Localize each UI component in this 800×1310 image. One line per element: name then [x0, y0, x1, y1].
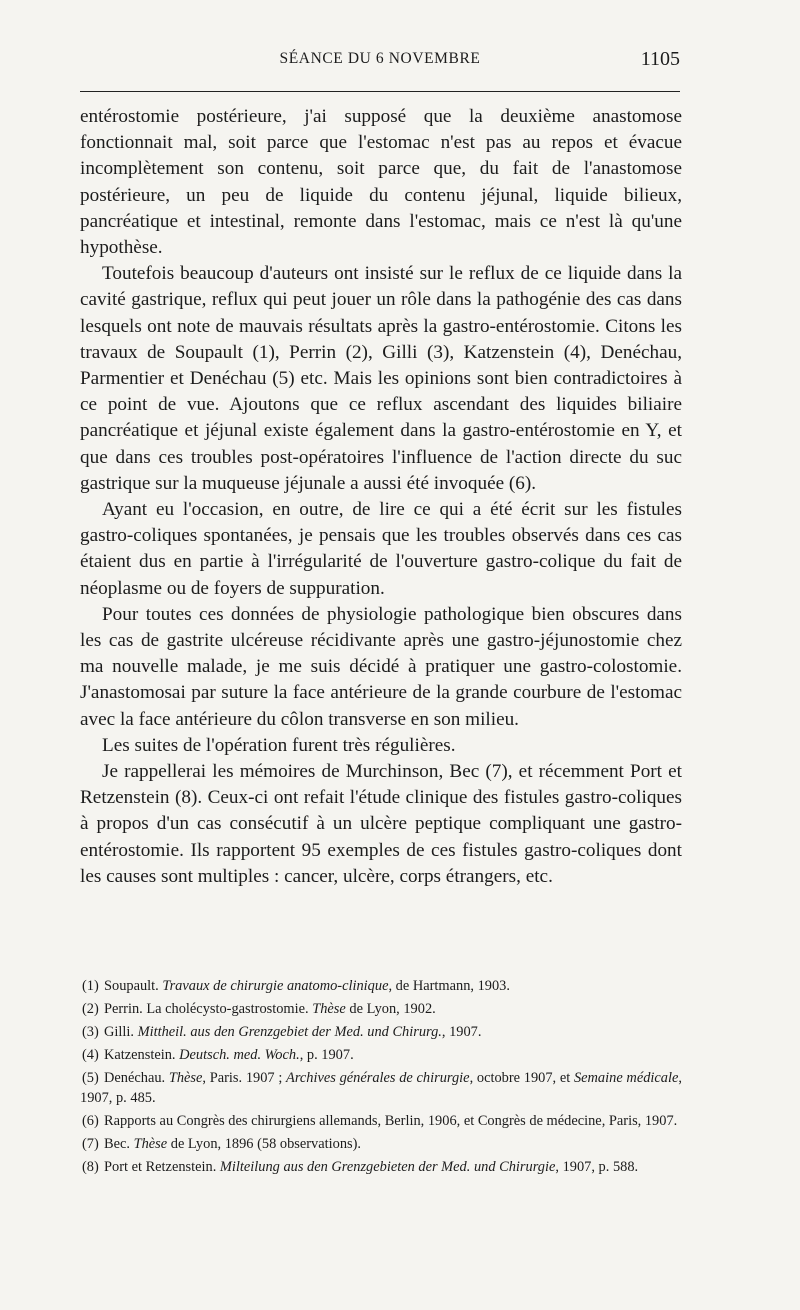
- footnote-title: Milteilung aus den Grenzgebieten der Med. und Chirurgie: [219, 1158, 556, 1175]
- footnote-text: , de Hartmann, 1903.: [388, 978, 510, 994]
- body-text: [80, 104, 682, 890]
- footnote-title: Thèse: [168, 1069, 203, 1086]
- paragraph: entérostomie postérieure, j'ai supposé que la deuxième anastomose fonctionnait mal, soit parce que l'estomac n'est pas au repos et évacue incomplètement son contenu, soit parce que, du fait de l'anastomose postérieure, un peu de liquide du contenu jéjunal, liquide bilieux, pancréatique et intestinal, remonte dans l'estomac, mais ce n'est là qu'une hypothèse.: [80, 106, 682, 259]
- footnote-text: , p. 1907.: [299, 1046, 354, 1063]
- footnote-text: de Lyon, 1902.: [345, 1000, 436, 1017]
- footnote-text: Port et Retzenstein.: [104, 1158, 220, 1175]
- footnote: [80, 1135, 682, 1155]
- footnote-title: Semaine médicale: [573, 1069, 679, 1086]
- footnote-text: Bec.: [104, 1135, 134, 1152]
- header-rule: [80, 91, 680, 92]
- running-title: SÉANCE DU 6 NOVEMBRE: [279, 50, 481, 67]
- footnote-text: Perrin. La cholécysto-gastrostomie.: [104, 1000, 313, 1017]
- paragraph: Pour toutes ces données de physiologie pathologique bien obscures dans les cas de gastrite ulcéreuse récidivante après une gastro-jéjunostomie chez ma nouvelle malade, je me suis décidé à pratiquer une gastro-colostomie. J'anastomosai par suture la face antérieure de la grande courbure de l'estomac avec la face antérieure du côlon transverse en son milieu.: [80, 603, 682, 730]
- footnote-number: (1): [82, 978, 99, 994]
- footnote-title: Deutsch. med. Woch.: [179, 1046, 300, 1063]
- footnote-number: (2): [82, 1000, 99, 1017]
- footnote-title: Archives générales de chirurgie: [286, 1069, 470, 1086]
- footnote-number: (3): [82, 1023, 99, 1040]
- footnote-text: , 1907.: [441, 1023, 482, 1040]
- footnote: [80, 1112, 682, 1132]
- footnote-title: Thèse: [133, 1135, 168, 1152]
- footnote-number: (5): [82, 1069, 99, 1086]
- footnote-title: Mittheil. aus den Grenzgebiet der Med. und Chirurg.: [137, 1023, 442, 1040]
- page-number: 1105: [640, 48, 680, 70]
- footnote-text: Denéchau.: [104, 1069, 169, 1086]
- footnote-number: (6): [82, 1112, 99, 1129]
- footnote: [80, 1000, 682, 1020]
- footnote: [80, 1046, 682, 1066]
- footnote-text: , 1907, p. 485.: [80, 1069, 682, 1106]
- footnote-number: (4): [82, 1046, 99, 1063]
- paragraph: Toutefois beaucoup d'auteurs ont insisté sur le reflux de ce liquide dans la cavité gastrique, reflux qui peut jouer un rôle dans la pathogénie des cas dans lesquels ont note de mauvais résultats après la gastro-entérostomie. Citons les travaux de Soupault (1), Perrin (2), Gilli (3), Katzenstein (4), Denéchau, Parmentier et Denéchau (5) etc. Mais les opinions sont bien contradictoires à ce point de vue. Ajoutons que ce reflux ascendant des liquides biliaire pancréatique et jéjunal existe également dans la gastro-entérostomie en Y, et que dans ces troubles post-opératoires l'influence de l'action directe du suc gastrique sur la muqueuse jéjunale a aussi été invoquée (6).: [80, 263, 682, 494]
- footnote-title: Travaux de chirurgie anatomo-clinique: [162, 978, 389, 994]
- running-header: [80, 50, 680, 80]
- paragraph: Je rappellerai les mémoires de Murchinson, Bec (7), et récemment Port et Retzenstein (8). Ceux-ci ont refait l'étude clinique des fistules gastro-coliques à propos d'un cas consécutif à un ulcère peptique compliquant une gastro-entérostomie. Ils rapportent 95 exemples de ces fistules gastro-coliques dont les causes sont multiples : cancer, ulcère, corps étrangers, etc.: [80, 761, 682, 887]
- paragraph: Les suites de l'opération furent très régulières.: [102, 734, 456, 756]
- footnote: [80, 1158, 682, 1178]
- footnote: [80, 1069, 682, 1109]
- footnote-text: , 1907, p. 588.: [555, 1158, 639, 1175]
- footnote-title: Thèse: [312, 1000, 346, 1017]
- footnote-text: , Paris. 1907 ;: [202, 1069, 287, 1086]
- footnote-text: Gilli.: [104, 1023, 138, 1040]
- footnote-text: Rapports au Congrès des chirurgiens allemands, Berlin, 1906, et Congrès de médecine, Paris, 1907.: [104, 1112, 678, 1129]
- paragraph: Ayant eu l'occasion, en outre, de lire ce qui a été écrit sur les fistules gastro-coliques spontanées, je pensais que les troubles observés dans ces cas étaient dus en partie à l'irrégularité de l'ouverture gastro-colique du fait de néoplasme ou de foyers de suppuration.: [80, 499, 682, 599]
- footnote-number: (8): [82, 1158, 99, 1175]
- footnote-number: (7): [82, 1135, 99, 1152]
- footnote: [80, 977, 682, 997]
- footnote-text: , octobre 1907, et: [469, 1069, 574, 1086]
- footnote: [80, 1023, 682, 1043]
- footnote-text: Katzenstein.: [104, 1046, 180, 1063]
- footnotes: [80, 977, 682, 1181]
- footnote-text: Soupault.: [104, 978, 163, 994]
- footnote-text: de Lyon, 1896 (58 observations).: [167, 1135, 362, 1152]
